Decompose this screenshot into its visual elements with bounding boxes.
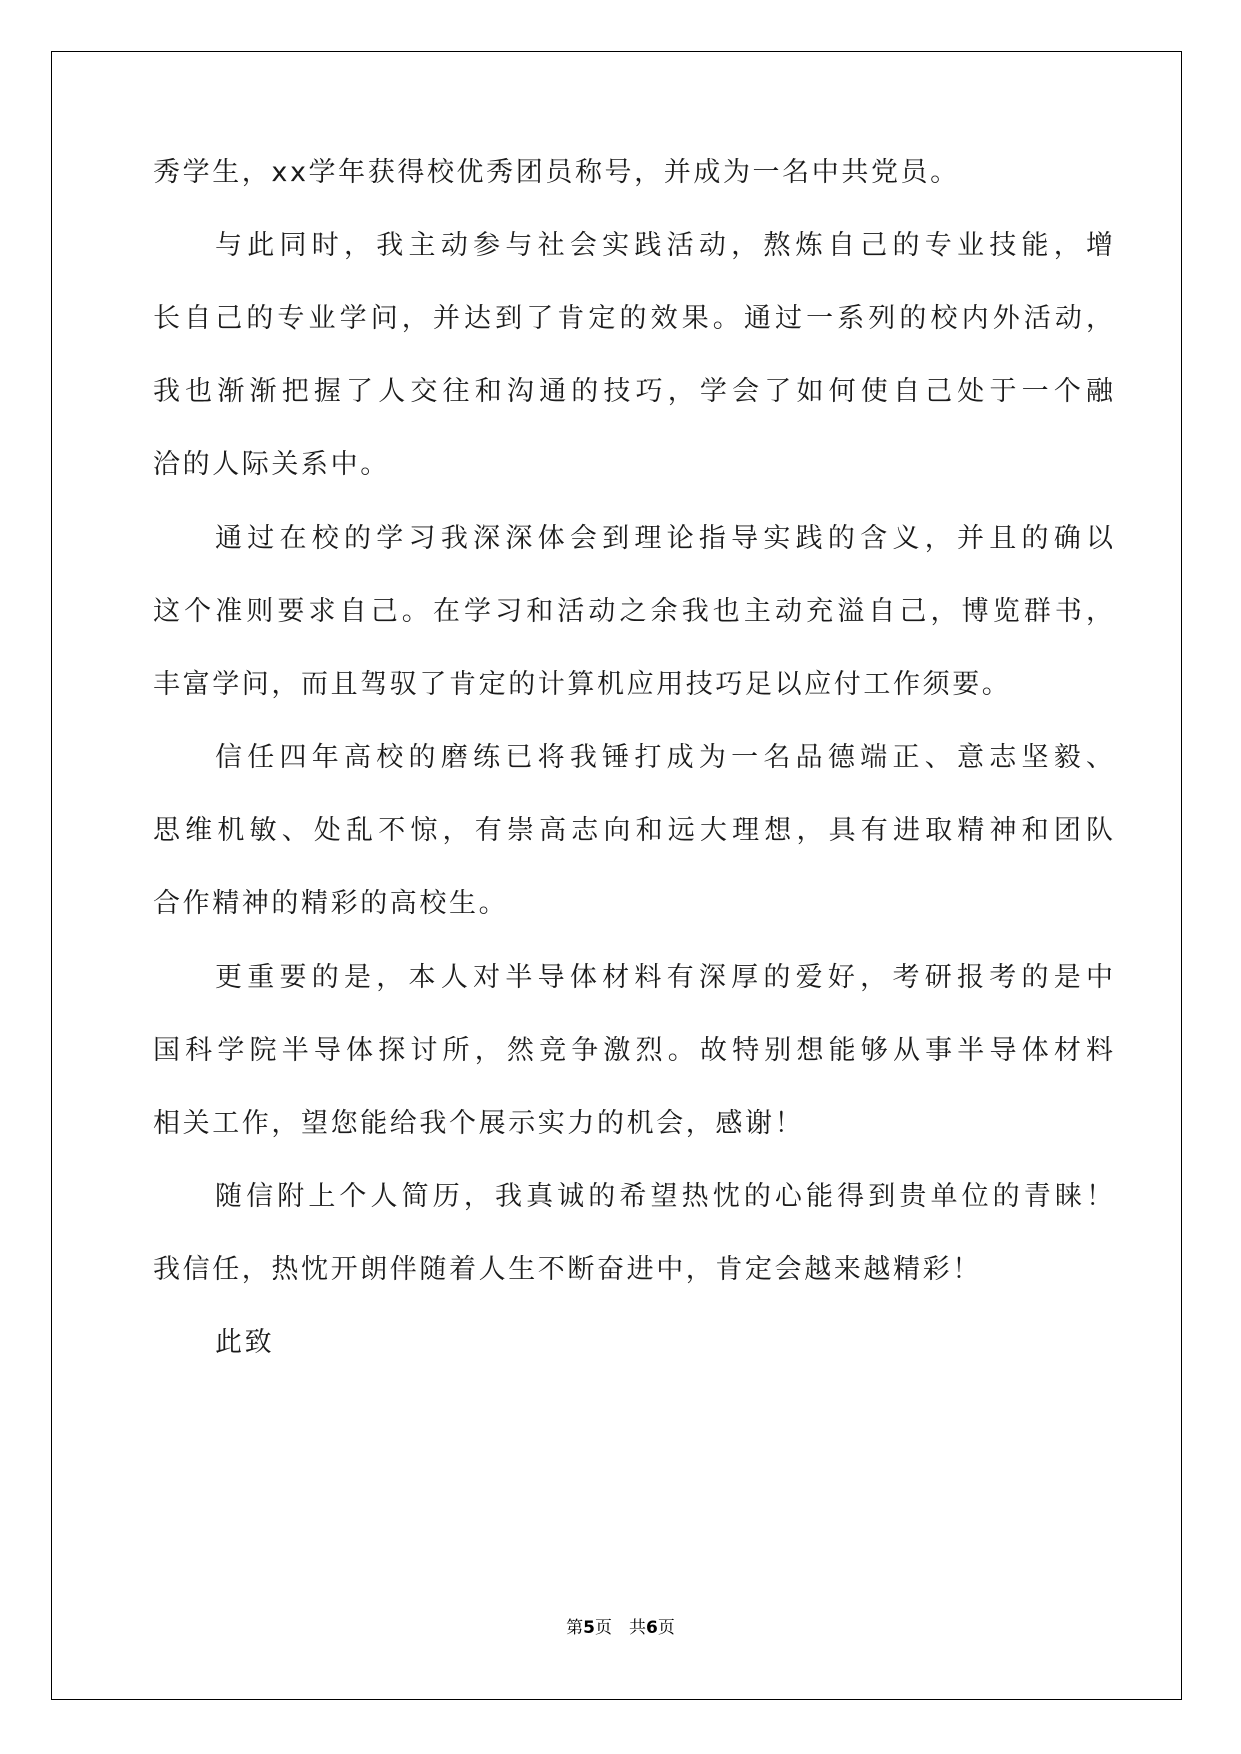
body-line-4: 我也渐渐把握了人交往和沟通的技巧，学会了如何使自己处于一个融: [153, 376, 1113, 407]
page-number-footer: [0, 1614, 1241, 1642]
body-line-9: 信任四年高校的磨练已将我锤打成为一名品德端正、意志坚毅、: [215, 742, 1113, 773]
body-line-1: 秀学生，xx学年获得校优秀团员称号，并成为一名中共党员。: [153, 157, 960, 188]
page-current: 5: [583, 1618, 595, 1638]
body-line-13: 国科学院半导体探讨所，然竞争激烈。故特别想能够从事半导体材料: [153, 1035, 1113, 1066]
body-line-3: 长自己的专业学问，并达到了肯定的效果。通过一系列的校内外活动，: [153, 303, 1113, 334]
page-prefix: 第: [566, 1618, 584, 1638]
page-suffix: 页: [657, 1618, 675, 1638]
body-line-6: 通过在校的学习我深深体会到理论指导实践的含义，并且的确以: [215, 523, 1113, 554]
body-line-8: 丰富学问，而且驾驭了肯定的计算机应用技巧足以应付工作须要。: [153, 669, 1012, 700]
body-line-5: 洽的人际关系中。: [153, 449, 390, 480]
body-line-10: 思维机敏、处乱不惊，有崇高志向和远大理想，具有进取精神和团队: [153, 815, 1113, 846]
body-line-7: 这个准则要求自己。在学习和活动之余我也主动充溢自己，博览群书，: [153, 596, 1113, 627]
body-line-14: 相关工作，望您能给我个展示实力的机会，感谢！: [153, 1108, 805, 1139]
body-line-11: 合作精神的精彩的高校生。: [153, 888, 509, 919]
body-line-16: 我信任，热忱开朗伴随着人生不断奋进中，肯定会越来越精彩！: [153, 1254, 982, 1285]
page-mid: 页 共: [595, 1618, 646, 1638]
body-line-2: 与此同时，我主动参与社会实践活动，熬炼自己的专业技能，增: [215, 230, 1113, 261]
body-line-15: 随信附上个人简历，我真诚的希望热忱的心能得到贵单位的青睐！: [215, 1181, 1113, 1212]
page-total: 6: [646, 1618, 658, 1638]
body-line-17: 此致: [215, 1327, 275, 1358]
body-line-12: 更重要的是，本人对半导体材料有深厚的爱好，考研报考的是中: [215, 962, 1113, 993]
